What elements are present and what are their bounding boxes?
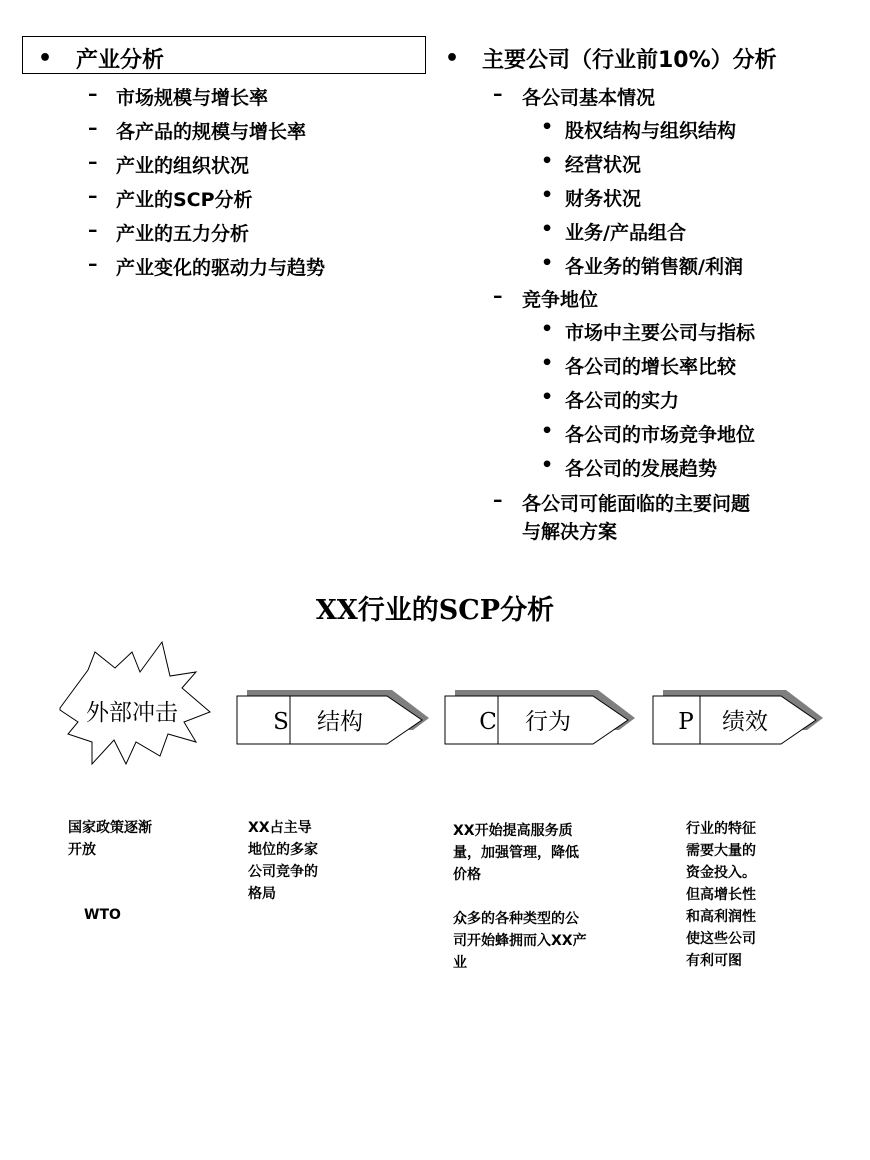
left-list-item: 产业变化的驱动力与趋势	[116, 257, 326, 279]
desc-line: 行业的特征	[686, 821, 756, 837]
desc-line: 和高利润性	[686, 909, 756, 925]
performance-desc	[686, 818, 756, 972]
desc-line: XX占主导	[248, 820, 312, 836]
right-sub-item: 各公司的增长率比较	[565, 356, 737, 378]
right-section-label-cont: 与解决方案	[522, 521, 618, 543]
shock-label: 外部冲击	[86, 700, 178, 726]
stage-p-letter: P	[678, 709, 694, 735]
right-section-label: 各公司基本情况	[522, 87, 656, 109]
left-list-item: 各产品的规模与增长率	[116, 121, 307, 143]
bullet-marker: •	[541, 454, 554, 476]
bullet-marker: •	[541, 386, 554, 408]
desc-line: 需要大量的	[686, 843, 756, 859]
bullet-marker: •	[541, 150, 554, 172]
structure-desc	[248, 817, 318, 905]
left-list-item: 产业的SCP分析	[116, 189, 253, 211]
dash-marker: –	[493, 83, 503, 105]
left-list-item: 产业的五力分析	[116, 223, 250, 245]
dash-marker: –	[88, 253, 98, 275]
bullet-marker: •	[541, 352, 554, 374]
desc-line: 众多的各种类型的公	[453, 911, 579, 927]
right-sub-item: 财务状况	[565, 188, 642, 210]
right-sub-item: 各业务的销售额/利润	[565, 256, 743, 278]
stage-p-label: 绩效	[722, 709, 768, 735]
left-list-item: 市场规模与增长率	[116, 87, 269, 109]
desc-line: 使这些公司	[686, 931, 756, 947]
bullet-marker: •	[541, 252, 554, 274]
bullet-marker: •	[541, 420, 554, 442]
dash-marker: –	[88, 185, 98, 207]
right-sub-item: 各公司的实力	[565, 390, 680, 412]
desc-line: 业	[453, 955, 467, 971]
desc-line	[453, 886, 587, 908]
shock-desc-line: 开放	[68, 842, 96, 858]
stage-c-label: 行为	[525, 709, 571, 735]
dash-marker: –	[88, 219, 98, 241]
shock-desc-line: 国家政策逐渐	[68, 820, 152, 836]
left-list-item: 产业的组织状况	[116, 155, 250, 177]
right-section-label: 竞争地位	[522, 289, 599, 311]
right-sub-item: 经营状况	[565, 154, 642, 176]
right-sub-item: 股权结构与组织结构	[565, 120, 737, 142]
desc-line: 价格	[453, 867, 481, 883]
right-sub-item: 各公司的发展趋势	[565, 458, 718, 480]
scp-diagram	[0, 630, 870, 790]
dash-marker: –	[493, 489, 503, 511]
bullet-marker: •	[541, 184, 554, 206]
right-sub-item: 业务/产品组合	[565, 222, 686, 244]
desc-line: 司开始蜂拥而入XX产	[453, 933, 587, 949]
conduct-desc	[453, 820, 587, 974]
dash-marker: –	[493, 285, 503, 307]
bullet-marker: •	[541, 116, 554, 138]
desc-line: 资金投入。	[686, 865, 756, 881]
right-sub-item: 各公司的市场竞争地位	[565, 424, 756, 446]
desc-line: XX开始提高服务质	[453, 823, 573, 839]
right-section-label: 各公司可能面临的主要问题	[522, 493, 751, 515]
bullet-marker: •	[541, 218, 554, 240]
desc-line: 公司竞争的	[248, 864, 318, 880]
dash-marker: –	[88, 117, 98, 139]
desc-line: 量，加强管理，降低	[453, 845, 579, 861]
desc-line: 有利可图	[686, 953, 742, 969]
bullet-marker: •	[541, 318, 554, 340]
diagram-title: XX行业的SCP分析	[315, 595, 555, 626]
bullet-marker: •	[38, 46, 53, 71]
desc-line: 地位的多家	[248, 842, 318, 858]
right-sub-item: 市场中主要公司与指标	[565, 322, 756, 344]
bullet-marker: •	[445, 46, 460, 71]
stage-s-letter: S	[273, 709, 289, 735]
left-heading: 产业分析	[76, 48, 165, 73]
right-heading: 主要公司（行业前10%）分析	[482, 48, 777, 73]
stage-s-label: 结构	[317, 709, 363, 735]
dash-marker: –	[88, 83, 98, 105]
desc-line: 但高增长性	[686, 887, 756, 903]
stage-c-letter: C	[479, 709, 497, 735]
desc-line: 格局	[248, 886, 276, 902]
dash-marker: –	[88, 151, 98, 173]
shock-desc-wto: WTO	[84, 907, 121, 923]
